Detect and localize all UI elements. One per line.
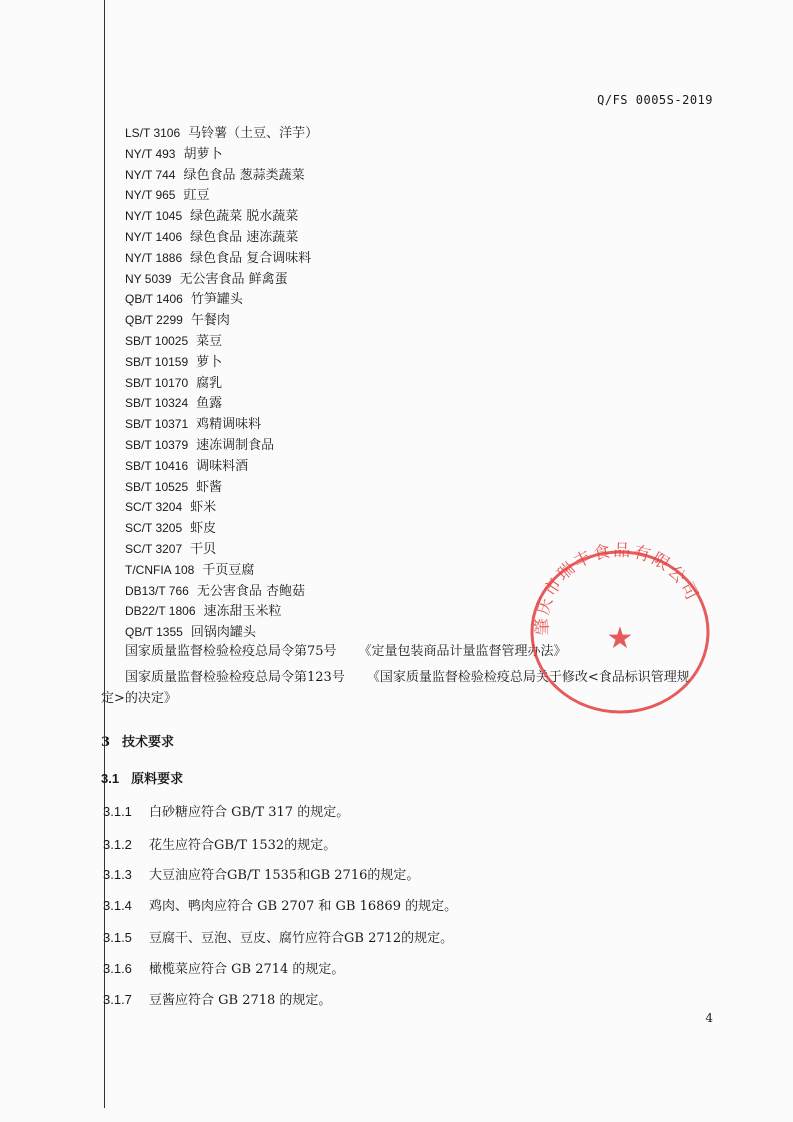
normative-references-list (125, 123, 318, 643)
requirement-item: 3.1.6 橄榄菜应符合 GB 2714 的规定。 (103, 961, 345, 977)
requirement-item: 3.1.2 花生应符合GB/T 1532的规定。 (103, 837, 337, 853)
reference-item: SB/T 10159 萝卜 (125, 354, 223, 370)
reference-item: NY/T 493 胡萝卜 (125, 146, 223, 162)
reference-item: SB/T 10416 调味料酒 (125, 458, 249, 474)
reference-item: SB/T 10525 虾酱 (125, 479, 223, 495)
seal-star: ★ (606, 621, 634, 656)
document-code: Q/FS 0005S-2019 (597, 93, 713, 107)
reference-item: NY/T 744 绿色食品 葱蒜类蔬菜 (125, 167, 305, 183)
requirement-item: 3.1.1 白砂糖应符合 GB/T 317 的规定。 (103, 804, 350, 820)
requirement-item: 3.1.3 大豆油应符合GB/T 1535和GB 2716的规定。 (103, 867, 420, 883)
reference-item: NY/T 1886 绿色食品 复合调味料 (125, 250, 312, 266)
reference-item: NY 5039 无公害食品 鲜禽蛋 (125, 271, 288, 287)
requirement-item: 3.1.5 豆腐干、豆泡、豆皮、腐竹应符合GB 2712的规定。 (103, 930, 454, 946)
reference-item: DB22/T 1806 速冻甜玉米粒 (125, 604, 282, 620)
subsection-heading: 3.1 原料要求 (101, 771, 184, 787)
requirement-item: 3.1.4 鸡肉、鸭肉应符合 GB 2707 和 GB 16869 的规定。 (103, 898, 458, 914)
reference-item: SB/T 10371 鸡精调味料 (125, 417, 262, 433)
reference-item: SB/T 10170 腐乳 (125, 375, 223, 391)
reference-item: NY/T 965 豇豆 (125, 188, 210, 204)
reference-item: SC/T 3205 虾皮 (125, 521, 217, 537)
reference-item: SB/T 10025 菜豆 (125, 333, 223, 349)
reference-item: NY/T 1406 绿色食品 速冻蔬菜 (125, 229, 299, 245)
reference-item: QB/T 1406 竹笋罐头 (125, 292, 243, 308)
company-seal (520, 540, 720, 720)
page-number: 4 (705, 1011, 713, 1025)
reference-item: SB/T 10379 速冻调制食品 (125, 437, 275, 453)
reference-item: SB/T 10324 鱼露 (125, 396, 223, 412)
reference-item: NY/T 1045 绿色蔬菜 脱水蔬菜 (125, 209, 299, 225)
reference-item: T/CNFIA 108 千页豆腐 (125, 562, 255, 578)
reference-item: QB/T 2299 午餐肉 (125, 313, 230, 329)
decree-line: 国家质量监督检验检疫总局令第123号 《国家质量监督检验检疫总局关于修改<食品标识管理规 (125, 670, 690, 685)
reference-item: LS/T 3106 马铃薯（土豆、洋芋） (125, 126, 319, 141)
reference-item: QB/T 1355 回锅肉罐头 (125, 625, 256, 641)
reference-item: DB13/T 766 无公害食品 杏鲍菇 (125, 583, 305, 599)
section-heading: 3 技术要求 (101, 735, 175, 750)
decree-line: 国家质量监督检验检疫总局令第75号 《定量包装商品计量监督管理办法》 (125, 644, 567, 659)
decree-line-continuation: 定>的决定》 (101, 691, 177, 706)
reference-item: SC/T 3207 干贝 (125, 541, 217, 557)
requirement-item: 3.1.7 豆酱应符合 GB 2718 的规定。 (103, 992, 332, 1008)
seal-text: 肇庆市瑞丰食品有限公司 (532, 540, 703, 636)
reference-item: SC/T 3204 虾米 (125, 500, 217, 516)
